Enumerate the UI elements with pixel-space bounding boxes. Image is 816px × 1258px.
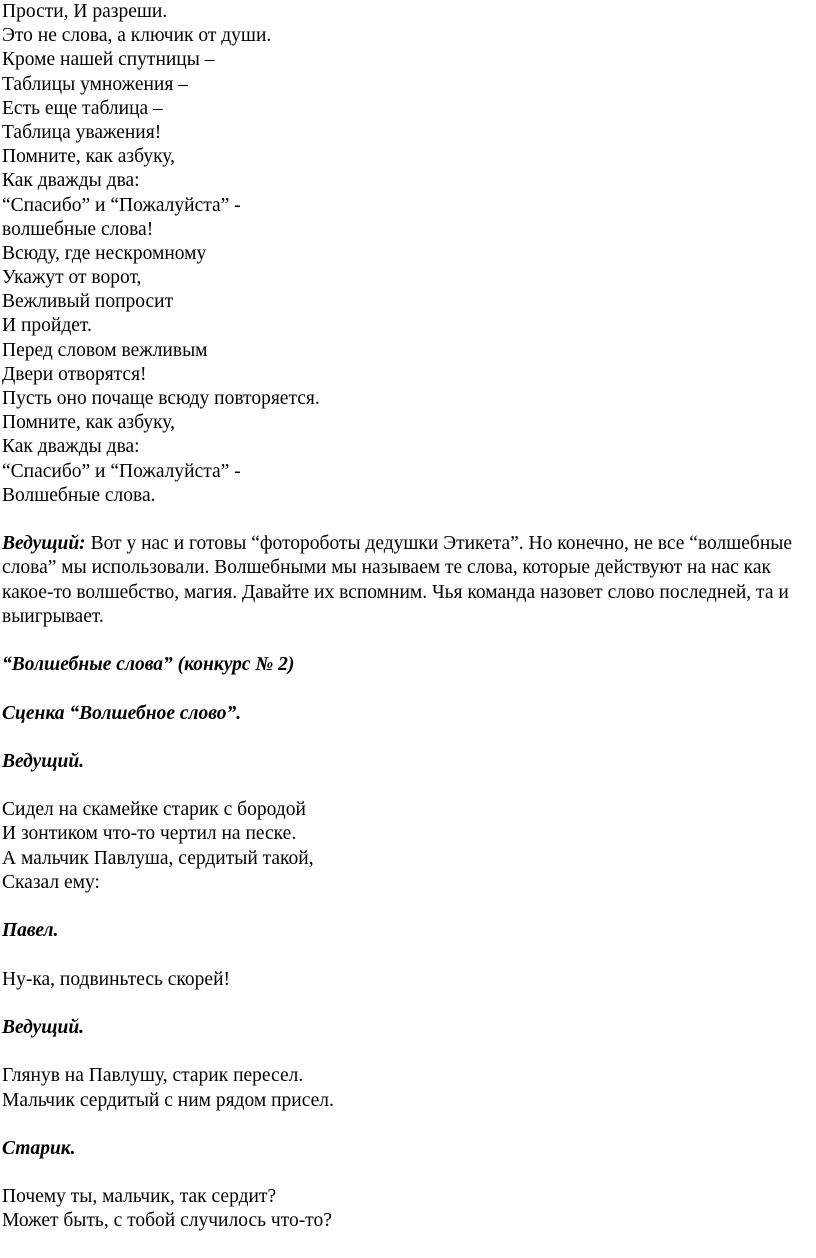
blank-line [2, 677, 808, 701]
poem-line: Как дважды два: [2, 170, 140, 192]
speaker-label: Ведущий. [2, 1016, 85, 1038]
blank-line [2, 1113, 808, 1137]
poem-line: Всюду, где нескромному [2, 242, 207, 264]
poem-line: Укажут от ворот, [2, 267, 142, 289]
scene-block [2, 919, 808, 992]
speaker-label: Старик. [2, 1137, 76, 1159]
poem [2, 0, 808, 508]
scene-line: И зонтиком что-то чертил на песке. [2, 823, 297, 845]
blank-line [2, 726, 808, 750]
scene-line: А мальчик Павлуша, сердитый такой, [2, 847, 314, 869]
blank-line [2, 895, 808, 919]
blank-line [2, 943, 808, 967]
poem-line: Таблица уважения! [2, 121, 162, 143]
scene-heading: Сценка “Волшебное слово”. [2, 702, 242, 724]
poem-line: Это не слова, а ключик от души. [2, 25, 272, 47]
host-paragraph-text: Вот у нас и готовы “фотороботы дедушки Этикета”. Но конечно, не все “волшебные слова” мы использовали. Волшебными мы называем те слова, которые действуют на нас как какое-то волшебство, магия. Давайте их вспомним. Чья команда назовет слово последней, та и выигрывает. [2, 533, 793, 627]
speaker-label: Ведущий: [2, 533, 86, 555]
contest-heading: “Волшебные слова” (конкурс № 2) [2, 654, 295, 676]
poem-line: волшебные слова! [2, 218, 154, 240]
poem-line: Кроме нашей спутницы – [2, 49, 215, 71]
poem-line: Двери отворятся! [2, 363, 147, 385]
poem-line: И пройдет. [2, 315, 92, 337]
blank-line [2, 1040, 808, 1064]
poem-line: Прости, И разреши. [2, 1, 168, 22]
scene-line: Сказал ему: [2, 871, 100, 893]
blank-line [2, 992, 808, 1016]
host-paragraph [2, 532, 808, 629]
poem-line: Как дважды два: [2, 436, 140, 458]
poem-line: Таблицы умножения – [2, 73, 188, 95]
scene-line: Глянув на Павлушу, старик пересел. [2, 1065, 304, 1087]
poem-line: Волшебные слова. [2, 484, 156, 506]
scene-line: Почему ты, мальчик, так сердит? [2, 1186, 277, 1208]
scene-block [2, 1137, 808, 1234]
scene-block [2, 1016, 808, 1113]
scene-line: Ну-ка, подвиньтесь скорей! [2, 968, 230, 990]
speaker-label: Ведущий. [2, 750, 85, 772]
poem-line: Есть еще таблица – [2, 97, 163, 119]
poem-line: Вежливый попросит [2, 291, 174, 313]
speaker-label: Павел. [2, 920, 59, 942]
poem-line: Помните, как азбуку, [2, 412, 175, 434]
poem-line: Пусть оно почаще всюду повторяется. [2, 388, 320, 409]
poem-line: “Спасибо” и “Пожалуйста” - [2, 460, 241, 482]
scene-line: Мальчик сердитый с ним рядом присел. [2, 1089, 334, 1111]
scene-line: Сидел на скамейке старик с бородой [2, 799, 306, 821]
scene-block [2, 750, 808, 895]
blank-line [2, 629, 808, 653]
poem-line: Помните, как азбуку, [2, 146, 175, 168]
poem-line: “Спасибо” и “Пожалуйста” - [2, 194, 241, 216]
poem-line: Перед словом вежливым [2, 339, 208, 361]
blank-line [2, 508, 808, 532]
blank-line [2, 1161, 808, 1185]
scene-line: Может быть, с тобой случилось что-то? [2, 1210, 332, 1232]
blank-line [2, 774, 808, 798]
